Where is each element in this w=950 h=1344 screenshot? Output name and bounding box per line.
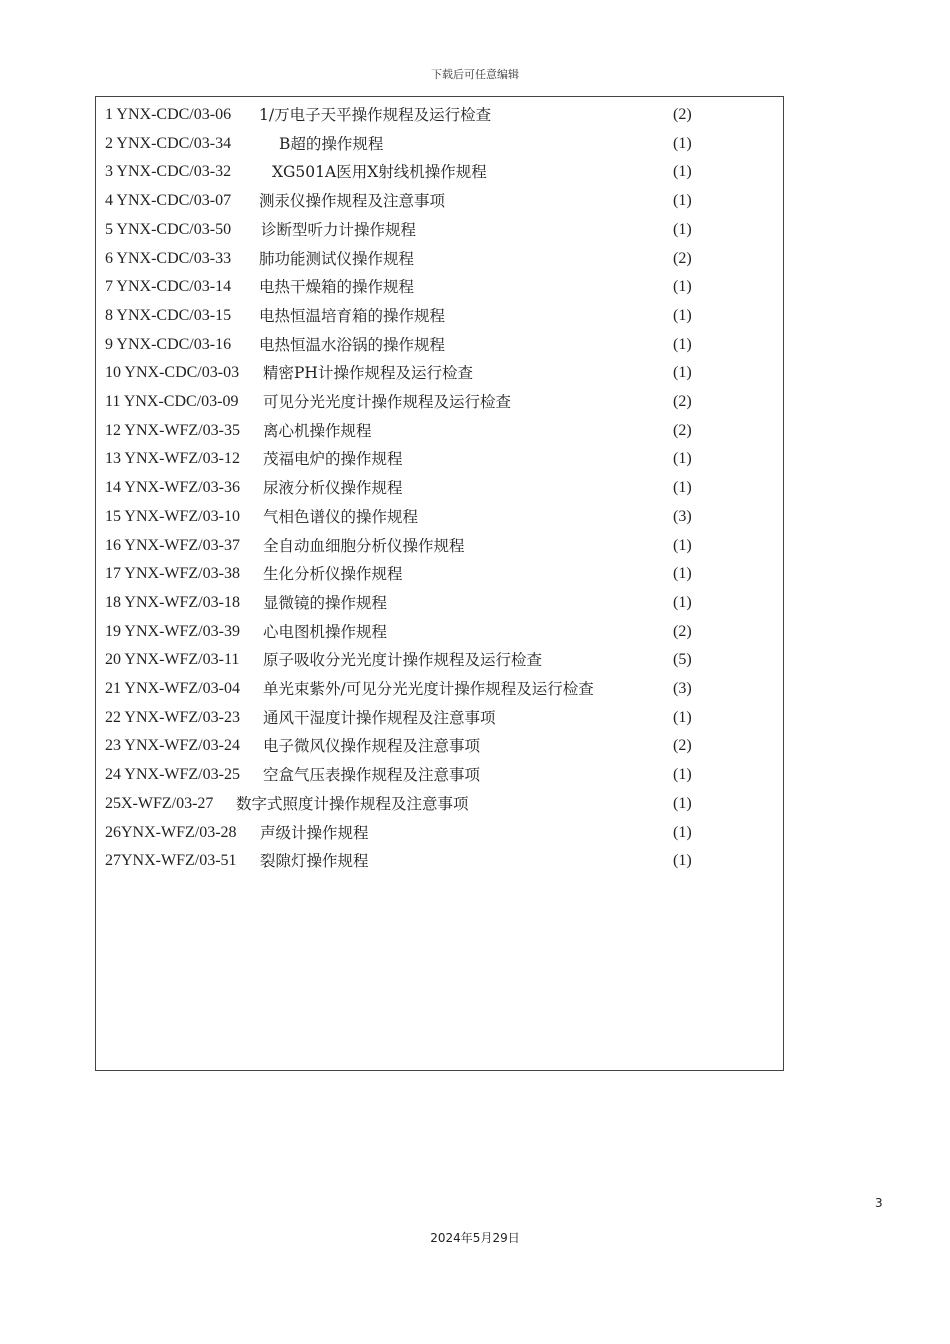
- page-count: (1): [673, 192, 692, 210]
- document-code: 13 YNX-WFZ/03-12: [105, 450, 240, 468]
- document-code: 1 YNX-CDC/03-06: [105, 106, 232, 123]
- procedure-title: 声级计操作规程: [260, 823, 369, 842]
- page-count: (5): [673, 651, 692, 669]
- procedure-title: 电热恒温培育箱的操作规程: [259, 306, 446, 325]
- page-count: (3): [673, 680, 692, 697]
- procedure-title: 通风干湿度计操作规程及注意事项: [263, 708, 496, 727]
- page-count: (1): [673, 565, 692, 583]
- document-code: 17 YNX-WFZ/03-38: [105, 565, 240, 583]
- page-count: (1): [673, 593, 692, 611]
- procedure-title: 生化分析仪操作规程: [263, 565, 403, 584]
- document-code: 4 YNX-CDC/03-07: [105, 192, 232, 210]
- document-code: 11 YNX-CDC/03-09: [105, 393, 239, 410]
- page-count: (1): [673, 852, 692, 870]
- procedure-title: 心电图机操作规程: [263, 622, 388, 641]
- page-count: (2): [673, 622, 692, 640]
- page-count: (1): [673, 823, 692, 841]
- procedure-title: 茂福电炉的操作规程: [263, 450, 403, 469]
- page-count: (2): [673, 393, 692, 410]
- procedure-title: 诊断型听力计操作规程: [261, 220, 417, 239]
- procedure-title: 数字式照度计操作规程及注意事项: [236, 794, 469, 813]
- procedure-list-box: [95, 96, 784, 1071]
- procedure-title: 气相色谱仪的操作规程: [263, 507, 419, 526]
- page-count: (1): [673, 766, 692, 784]
- page-count: (1): [673, 364, 692, 382]
- document-code: 15 YNX-WFZ/03-10: [105, 507, 240, 525]
- page-number: 3: [875, 1196, 883, 1210]
- procedure-title: 可见分光光度计操作规程及运行检查: [263, 393, 512, 411]
- document-code: 19 YNX-WFZ/03-39: [105, 622, 240, 640]
- document-code: 6 YNX-CDC/03-33: [105, 249, 232, 267]
- document-code: 24 YNX-WFZ/03-25: [105, 766, 240, 784]
- page-count: (2): [673, 249, 692, 267]
- page-count: (2): [673, 737, 692, 755]
- document-code: 7 YNX-CDC/03-14: [105, 278, 232, 296]
- procedure-title: 电热恒温水浴锅的操作规程: [259, 335, 446, 354]
- procedure-title: 离心机操作规程: [263, 421, 372, 440]
- page-count: (1): [673, 479, 692, 497]
- document-code: 26YNX-WFZ/03-28: [105, 823, 237, 841]
- page-count: (1): [673, 536, 692, 554]
- page-count: (2): [673, 106, 692, 123]
- procedure-title: 测汞仪操作规程及注意事项: [259, 192, 446, 211]
- page-count: (1): [673, 708, 692, 726]
- document-code: 16 YNX-WFZ/03-37: [105, 536, 240, 554]
- procedure-title: 尿液分析仪操作规程: [263, 479, 403, 498]
- procedure-title: 原子吸收分光光度计操作规程及运行检查: [263, 651, 543, 670]
- page-count: (1): [673, 450, 692, 468]
- header-note: 下载后可任意编辑: [431, 68, 519, 81]
- page-count: (1): [673, 278, 692, 296]
- footer-date: 2024年5月29日: [430, 1231, 520, 1245]
- document-code: 8 YNX-CDC/03-15: [105, 306, 232, 324]
- document-code: 27YNX-WFZ/03-51: [105, 852, 237, 870]
- procedure-title: 1/万电子天平操作规程及运行检查: [259, 106, 492, 124]
- procedure-title: 精密PH计操作规程及运行检查: [263, 364, 473, 383]
- document-code: 22 YNX-WFZ/03-23: [105, 708, 240, 726]
- document-code: 23 YNX-WFZ/03-24: [105, 737, 240, 755]
- document-code: 21 YNX-WFZ/03-04: [105, 680, 240, 697]
- procedure-title: 电子微风仪操作规程及注意事项: [263, 737, 481, 756]
- document-code: 10 YNX-CDC/03-03: [105, 364, 240, 382]
- page-count: (1): [673, 306, 692, 324]
- document-code: 12 YNX-WFZ/03-35: [105, 421, 240, 439]
- document-code: 9 YNX-CDC/03-16: [105, 335, 232, 353]
- page-count: (1): [673, 794, 692, 812]
- procedure-title: 全自动血细胞分析仪操作规程: [263, 536, 465, 555]
- page-count: (1): [673, 335, 692, 353]
- procedure-title: 显微镜的操作规程: [263, 593, 388, 612]
- document-code: 20 YNX-WFZ/03-11: [105, 651, 240, 669]
- document-code: 3 YNX-CDC/03-32: [105, 163, 232, 181]
- procedure-title: B超的操作规程: [279, 134, 384, 153]
- procedure-title: 空盒气压表操作规程及注意事项: [263, 766, 481, 785]
- document-code: 2 YNX-CDC/03-34: [105, 134, 232, 152]
- document-code: 18 YNX-WFZ/03-18: [105, 593, 240, 611]
- procedure-title: 电热干燥箱的操作规程: [259, 278, 415, 297]
- page-count: (1): [673, 220, 692, 238]
- document-code: 5 YNX-CDC/03-50: [105, 220, 232, 238]
- document-code: 14 YNX-WFZ/03-36: [105, 479, 240, 497]
- page-count: (3): [673, 507, 692, 525]
- page-count: (1): [673, 163, 692, 181]
- procedure-title: 肺功能测试仪操作规程: [259, 249, 415, 268]
- procedure-title: 单光束紫外/可见分光光度计操作规程及运行检查: [263, 680, 594, 698]
- procedure-title: XG501A医用X射线机操作规程: [272, 163, 487, 182]
- procedure-title: 裂隙灯操作规程: [260, 852, 369, 871]
- page-count: (1): [673, 134, 692, 152]
- document-code: 25X-WFZ/03-27: [105, 794, 214, 812]
- page-count: (2): [673, 421, 692, 439]
